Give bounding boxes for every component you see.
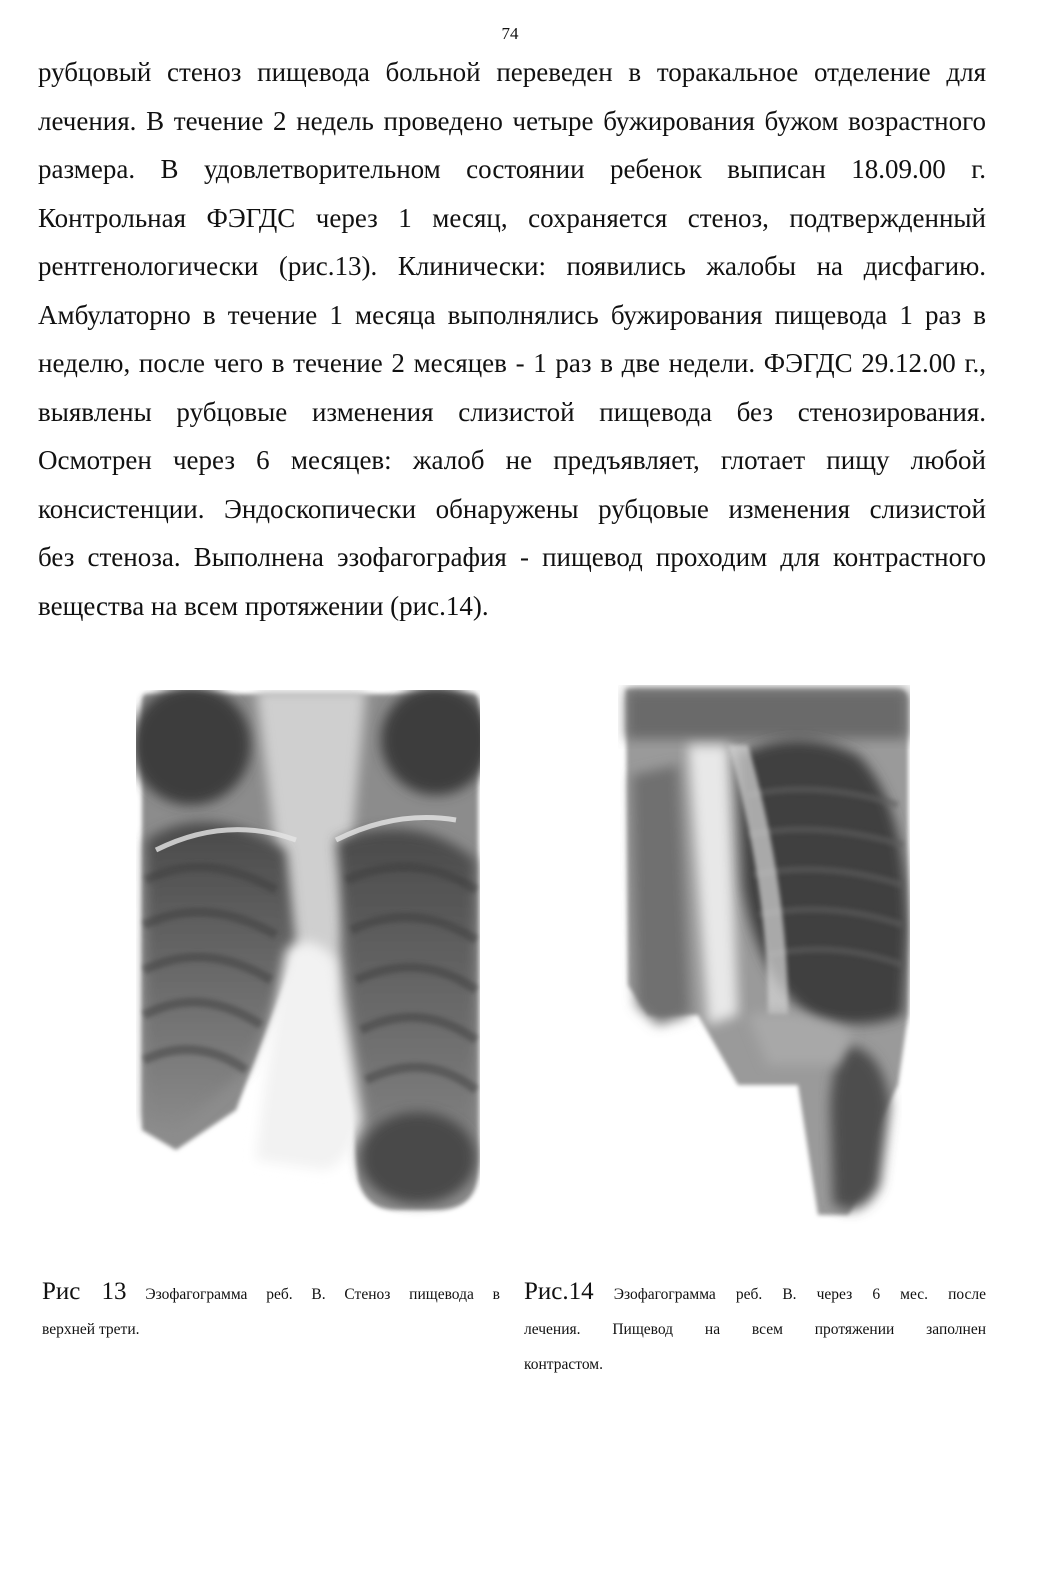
text-line: размера. В удовлетворительном состоянии ребенок выписан 18.09.00 г. (38, 154, 986, 184)
caption-line (42, 1274, 500, 1312)
text-line: рубцовый стеноз пищевода больной переведен в торакальное отделение для (38, 57, 986, 87)
caption-text: Эзофагограмма реб. В. через 6 мес. после (613, 1286, 987, 1303)
caption-label: Рис.14 (524, 1278, 594, 1305)
text-line: Осмотрен через 6 месяцев: жалоб не предъявляет, глотает пищу любой (38, 445, 986, 475)
text-line: лечения. В течение 2 недель проведено четыре бужирования бужом возрастного (38, 105, 986, 136)
text-line: выявлены рубцовые изменения слизистой пищевода без стенозирования. (38, 396, 986, 427)
caption-line: верхней трети. (42, 1321, 140, 1338)
text-line: неделю, после чего в течение 2 месяцев - 1 раз в две недели. ФЭГДС 29.12.00 г., (38, 348, 986, 378)
figure-14-caption (524, 1274, 986, 1382)
figure-13-xray-image (136, 690, 480, 1220)
body-text (38, 48, 986, 630)
text-line: вещества на всем протяжении (рис.14). (38, 590, 489, 621)
xray-frontal-illustration (136, 690, 480, 1220)
xray-lateral-illustration (618, 685, 910, 1225)
text-line: рентгенологически (рис.13). Клинически: появились жалобы на дисфагию. (38, 251, 986, 281)
caption-line (524, 1274, 986, 1312)
caption-text: Эзофагограмма реб. В. Стеноз пищевода в (145, 1286, 500, 1303)
caption-line: контрастом. (524, 1356, 603, 1373)
figure-14-xray-image (618, 685, 910, 1225)
caption-label: Рис 13 (42, 1278, 127, 1305)
text-line: Амбулаторно в течение 1 месяца выполнялись бужирования пищевода 1 раз в (38, 299, 986, 330)
page-number: 74 (501, 24, 519, 43)
text-line: консистенции. Эндоскопически обнаружены рубцовые изменения слизистой (38, 493, 986, 524)
text-line: Контрольная ФЭГДС через 1 месяц, сохраняется стеноз, подтвержденный (38, 202, 986, 233)
text-line: без стеноза. Выполнена эзофагография - пищевод проходим для контрастного (38, 542, 986, 572)
figure-13-caption (42, 1274, 500, 1347)
caption-line: лечения. Пищевод на всем протяжении заполнен (524, 1321, 986, 1338)
